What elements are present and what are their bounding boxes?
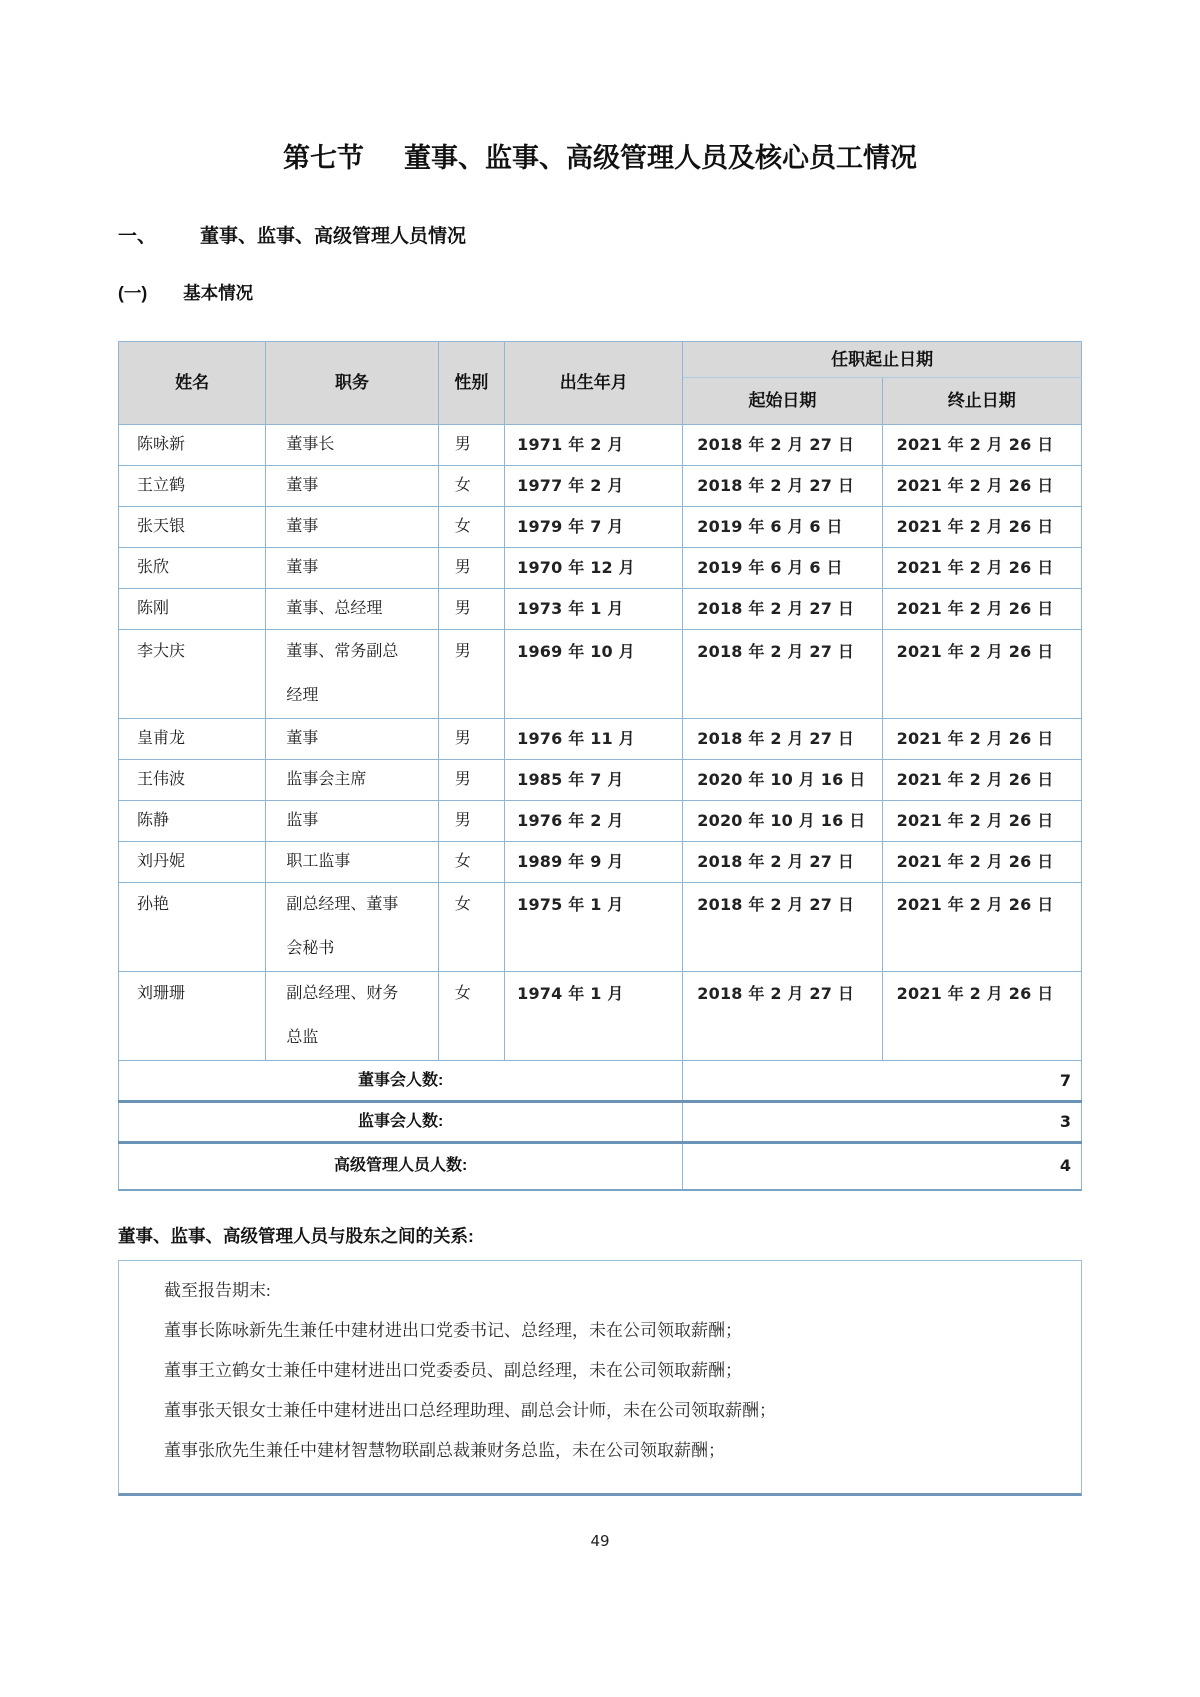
page-number: 49 (590, 1532, 610, 1550)
cell-position: 董事、常务副总经理 (266, 630, 438, 719)
cell-term-end: 2021 年 2 月 26 日 (882, 760, 1081, 801)
summary-value: 4 (683, 1143, 1082, 1190)
relationship-line: 董事张天银女士兼任中建材进出口总经理助理、副总会计师，未在公司领取薪酬； (164, 1400, 776, 1420)
cell-term-end: 2021 年 2 月 26 日 (882, 507, 1081, 548)
table-row (119, 425, 1082, 466)
cell-birth: 1969 年 10 月 (505, 630, 683, 719)
col-header-term: 任职起止日期 (683, 342, 1082, 378)
cell-gender: 女 (438, 466, 504, 507)
relationship-line: 董事长陈咏新先生兼任中建材进出口党委书记、总经理，未在公司领取薪酬； (164, 1320, 742, 1340)
cell-gender: 男 (438, 801, 504, 842)
cell-position: 董事 (266, 507, 438, 548)
cell-gender: 女 (438, 507, 504, 548)
col-header-gender: 性别 (438, 342, 504, 425)
summary-row-supervisor-count (119, 1102, 1082, 1143)
cell-birth: 1971 年 2 月 (505, 425, 683, 466)
cell-term-start: 2018 年 2 月 27 日 (683, 972, 882, 1061)
cell-term-end: 2021 年 2 月 26 日 (882, 425, 1081, 466)
table-row (119, 760, 1082, 801)
cell-term-start: 2019 年 6 月 6 日 (683, 507, 882, 548)
col-header-name: 姓名 (119, 342, 266, 425)
cell-term-end: 2021 年 2 月 26 日 (882, 842, 1081, 883)
cell-birth: 1989 年 9 月 (505, 842, 683, 883)
table-row (119, 842, 1082, 883)
cell-birth: 1976 年 2 月 (505, 801, 683, 842)
cell-term-end: 2021 年 2 月 26 日 (882, 883, 1081, 972)
cell-term-end: 2021 年 2 月 26 日 (882, 719, 1081, 760)
cell-birth: 1974 年 1 月 (505, 972, 683, 1061)
col-header-term-end: 终止日期 (882, 378, 1081, 425)
table-row (119, 719, 1082, 760)
cell-name: 刘丹妮 (119, 842, 266, 883)
col-header-position: 职务 (266, 342, 438, 425)
table-row (119, 589, 1082, 630)
cell-gender: 男 (438, 425, 504, 466)
cell-name: 陈咏新 (119, 425, 266, 466)
cell-term-start: 2018 年 2 月 27 日 (683, 630, 882, 719)
cell-birth: 1977 年 2 月 (505, 466, 683, 507)
cell-position: 董事长 (266, 425, 438, 466)
cell-term-start: 2018 年 2 月 27 日 (683, 425, 882, 466)
cell-birth: 1979 年 7 月 (505, 507, 683, 548)
cell-position: 监事会主席 (266, 760, 438, 801)
cell-term-start: 2019 年 6 月 6 日 (683, 548, 882, 589)
cell-position: 董事 (266, 719, 438, 760)
relationship-line: 截至报告期末: (164, 1280, 271, 1300)
cell-name: 张欣 (119, 548, 266, 589)
cell-term-end: 2021 年 2 月 26 日 (882, 466, 1081, 507)
cell-name: 皇甫龙 (119, 719, 266, 760)
cell-term-start: 2018 年 2 月 27 日 (683, 719, 882, 760)
cell-name: 王伟波 (119, 760, 266, 801)
table-row (119, 883, 1082, 972)
table-row (119, 630, 1082, 719)
cell-term-end: 2021 年 2 月 26 日 (882, 801, 1081, 842)
cell-gender: 男 (438, 760, 504, 801)
cell-gender: 女 (438, 883, 504, 972)
cell-name: 刘珊珊 (119, 972, 266, 1061)
summary-row-senior-mgmt-count (119, 1143, 1082, 1190)
header-row-top (119, 342, 1082, 378)
basic-info-table (118, 341, 1082, 1191)
cell-gender: 男 (438, 630, 504, 719)
cell-position: 董事 (266, 548, 438, 589)
table-row (119, 466, 1082, 507)
cell-position: 职工监事 (266, 842, 438, 883)
cell-term-start: 2018 年 2 月 27 日 (683, 466, 882, 507)
cell-name: 孙艳 (119, 883, 266, 972)
cell-term-start: 2018 年 2 月 27 日 (683, 589, 882, 630)
cell-position: 董事 (266, 466, 438, 507)
cell-term-start: 2018 年 2 月 27 日 (683, 883, 882, 972)
table-row (119, 972, 1082, 1061)
cell-gender: 男 (438, 589, 504, 630)
cell-gender: 女 (438, 972, 504, 1061)
cell-term-start: 2018 年 2 月 27 日 (683, 842, 882, 883)
cell-name: 李大庆 (119, 630, 266, 719)
summary-value: 3 (683, 1102, 1082, 1143)
summary-value: 7 (683, 1061, 1082, 1102)
chapter-title: 董事、监事、高级管理人员及核心员工情况 (404, 143, 917, 173)
summary-label: 高级管理人员人数: (119, 1143, 683, 1190)
cell-gender: 男 (438, 719, 504, 760)
relationship-line: 董事王立鹤女士兼任中建材进出口党委委员、副总经理，未在公司领取薪酬； (164, 1360, 742, 1380)
cell-name: 陈静 (119, 801, 266, 842)
cell-term-end: 2021 年 2 月 26 日 (882, 589, 1081, 630)
summary-label: 董事会人数: (119, 1061, 683, 1102)
table-row (119, 548, 1082, 589)
cell-birth: 1975 年 1 月 (505, 883, 683, 972)
cell-term-start: 2020 年 10 月 16 日 (683, 760, 882, 801)
section-heading (118, 221, 1082, 248)
relationship-line: 董事张欣先生兼任中建材智慧物联副总裁兼财务总监，未在公司领取薪酬； (164, 1440, 725, 1460)
subsection-heading (118, 280, 1082, 305)
cell-birth: 1985 年 7 月 (505, 760, 683, 801)
subsection-prefix: (一) (118, 283, 148, 303)
relationship-box (118, 1260, 1082, 1496)
chapter-number: 第七节 (283, 143, 364, 173)
cell-term-end: 2021 年 2 月 26 日 (882, 630, 1081, 719)
cell-name: 王立鹤 (119, 466, 266, 507)
cell-birth: 1970 年 12 月 (505, 548, 683, 589)
subsection-title: 基本情况 (183, 283, 254, 303)
col-header-term-start: 起始日期 (683, 378, 882, 425)
cell-position: 董事、总经理 (266, 589, 438, 630)
summary-row-board-count (119, 1061, 1082, 1102)
cell-birth: 1973 年 1 月 (505, 589, 683, 630)
cell-term-start: 2020 年 10 月 16 日 (683, 801, 882, 842)
summary-label: 监事会人数: (119, 1102, 683, 1143)
table-row (119, 507, 1082, 548)
cell-position: 副总经理、董事会秘书 (266, 883, 438, 972)
table-row (119, 801, 1082, 842)
section-prefix: 一、 (118, 226, 157, 247)
page-content (118, 0, 1082, 1496)
cell-position: 副总经理、财务总监 (266, 972, 438, 1061)
cell-term-end: 2021 年 2 月 26 日 (882, 548, 1081, 589)
page-title (118, 0, 1082, 175)
section-title: 董事、监事、高级管理人员情况 (200, 226, 467, 247)
relationship-heading: 董事、监事、高级管理人员与股东之间的关系: (118, 1225, 474, 1246)
cell-birth: 1976 年 11 月 (505, 719, 683, 760)
cell-gender: 男 (438, 548, 504, 589)
table-body (119, 425, 1082, 1190)
cell-position: 监事 (266, 801, 438, 842)
cell-term-end: 2021 年 2 月 26 日 (882, 972, 1081, 1061)
cell-name: 陈刚 (119, 589, 266, 630)
col-header-birth: 出生年月 (505, 342, 683, 425)
cell-name: 张天银 (119, 507, 266, 548)
table-header (119, 342, 1082, 425)
cell-gender: 女 (438, 842, 504, 883)
